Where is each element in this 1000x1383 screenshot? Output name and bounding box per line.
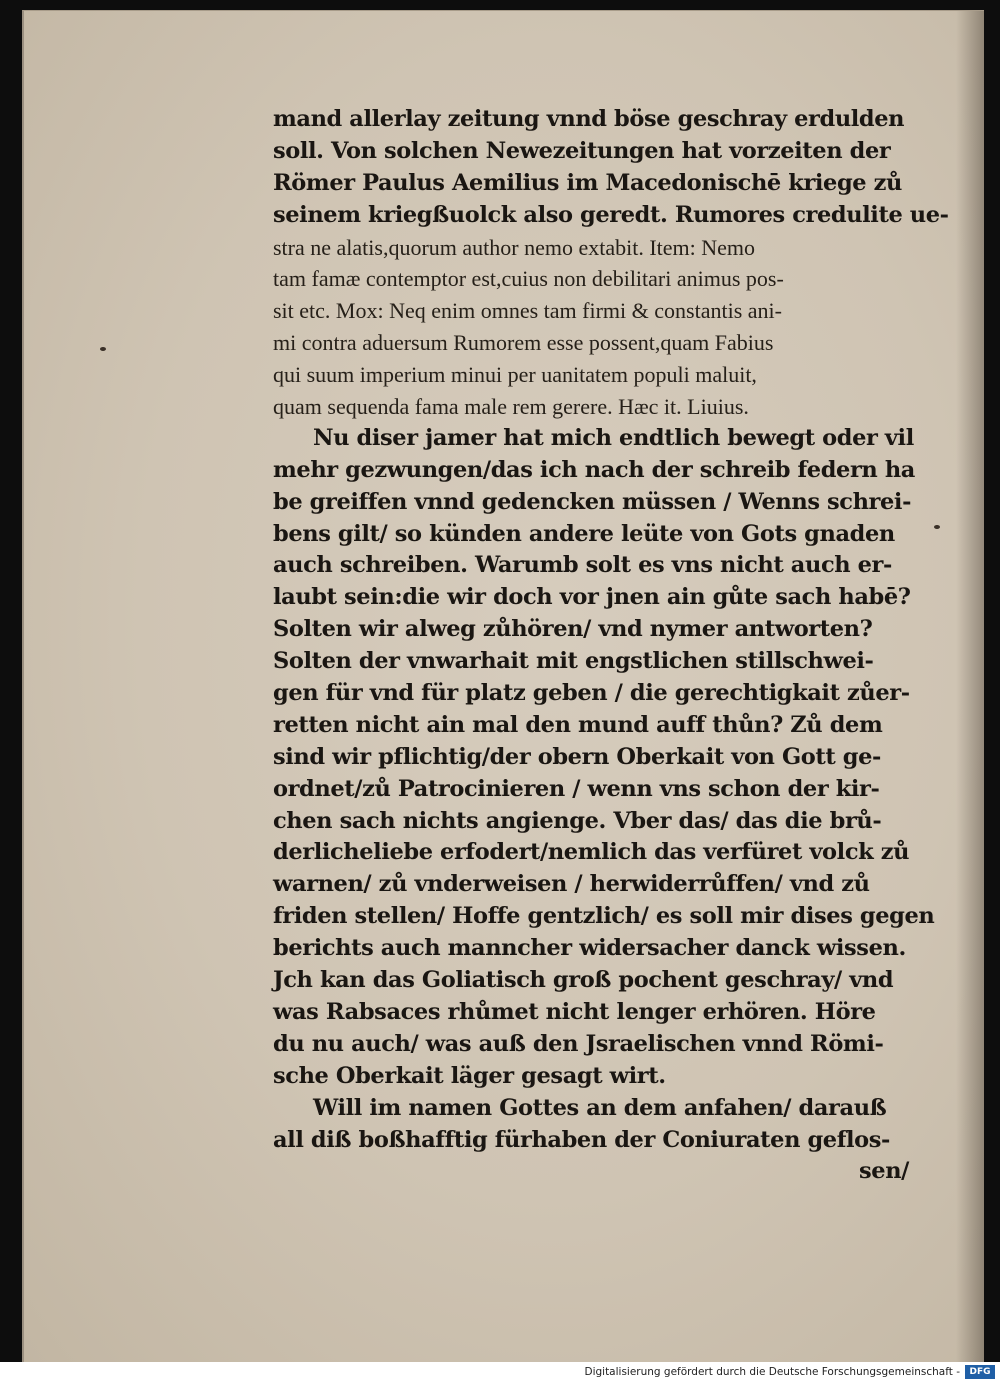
text-line: Jch kan das Goliatisch groß pochent geschray/ vnd [273, 967, 894, 994]
text-line: was Rabsaces rhůmet nicht lenger erhören. Höre [273, 998, 876, 1025]
text-line: all diß boßhafftig fürhaben der Coniuraten geflos- [273, 1126, 890, 1153]
text-line: mi contra aduersum Rumorem esse possent,quam Fabius [273, 330, 774, 356]
footer-credit: Digitalisierung gefördert durch die Deutsche Forschungsgemeinschaft - [584, 1366, 960, 1378]
page-gutter-shadow [956, 11, 984, 1362]
text-line: mand allerlay zeitung vnnd böse geschray erdulden [273, 106, 905, 132]
text-line: Römer Paulus Aemilius im Macedonischē kriege zů [273, 169, 902, 196]
text-line: friden stellen/ Hoffe gentzlich/ es soll mir dises gegen [273, 903, 935, 930]
text-line: Solten wir alweg zůhören/ vnd nymer antworten? [273, 616, 873, 643]
text-line: ordnet/zů Patrocinieren / wenn vns schon der kir- [273, 775, 880, 802]
text-line: sind wir pflichtig/der obern Oberkait von Gott ge- [273, 743, 881, 770]
dfg-logo: DFG [965, 1365, 995, 1379]
text-line: be greiffen vnnd gedencken müssen / Wenns schrei- [273, 488, 912, 515]
text-line: mehr gezwungen/das ich nach der schreib federn ha [273, 456, 915, 483]
text-line: sche Oberkait läger gesagt wirt. [273, 1062, 666, 1089]
text-line: soll. Von solchen Newezeitungen hat vorzeiten der [273, 137, 891, 164]
text-line: quam sequenda fama male rem gerere. Hæc it. Liuius. [273, 394, 749, 420]
text-line: Solten der vnwarhait mit engstlichen stillschwei- [273, 648, 874, 675]
text-line: Nu diser jamer hat mich endtlich bewegt oder vil [313, 424, 914, 451]
digitization-footer [0, 1362, 1000, 1383]
text-line: derlicheliebe erfodert/nemlich das verfüret volck zů [273, 839, 910, 866]
text-line: bens gilt/ so künden andere leüte von Gots gnaden [273, 520, 895, 547]
text-line: Will im namen Gottes an dem anfahen/ darauß [313, 1094, 887, 1121]
text-line: qui suum imperium minui per uanitatem populi maluit, [273, 362, 757, 388]
text-line: retten nicht ain mal den mund auff thůn? Zů dem [273, 711, 883, 738]
text-line: stra ne alatis,quorum author nemo extabit. Item: Nemo [273, 234, 756, 260]
text-line: gen für vnd für platz geben / die gerechtigkait zůer- [273, 680, 910, 707]
text-line: sit etc. Mox: Neq enim omnes tam firmi & constantis ani- [273, 298, 782, 324]
text-line: seinem kriegßuolck also geredt. Rumores credulite ue- [273, 201, 949, 228]
catchword: sen/ [859, 1158, 909, 1185]
text-line: auch schreiben. Warumb solt es vns nicht auch er- [273, 552, 892, 579]
text-line: chen sach nichts angienge. Vber das/ das die brů- [273, 807, 882, 834]
text-line: laubt sein:die wir doch vor jnen ain gůte sach habē? [273, 584, 911, 611]
margin-mark [100, 347, 106, 351]
text-line: warnen/ zů vnderweisen / herwiderrůffen/ vnd zů [273, 871, 870, 898]
page-text [273, 104, 949, 1188]
text-line: du nu auch/ was auß den Jsraelischen vnnd Römi- [273, 1030, 884, 1057]
margin-mark [934, 525, 940, 529]
text-line: tam famæ contemptor est,cuius non debilitari animus pos- [273, 266, 784, 292]
text-line: berichts auch manncher widersacher danck wissen. [273, 935, 906, 962]
